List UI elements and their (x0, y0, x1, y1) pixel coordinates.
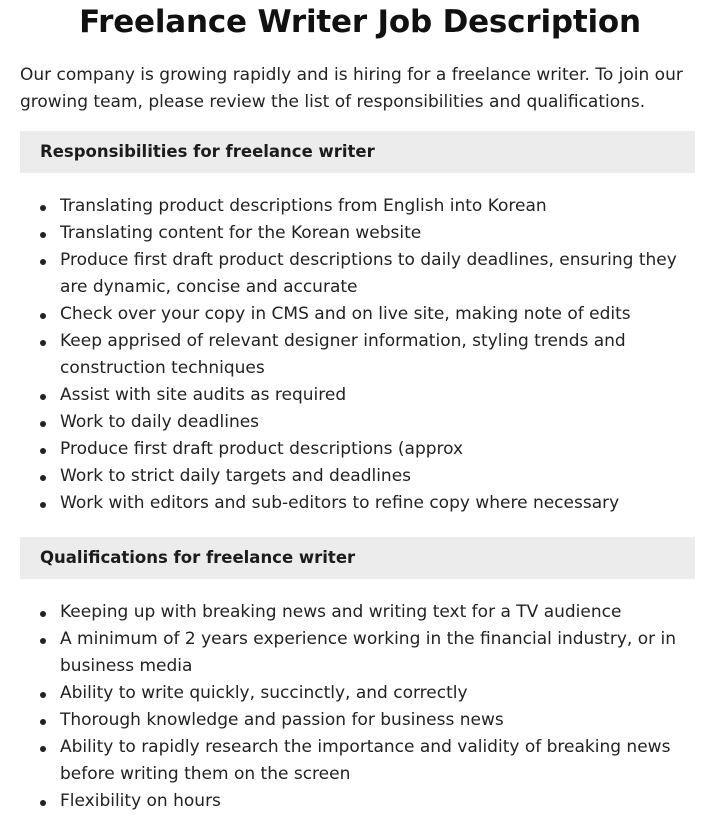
bullet-icon (40, 502, 46, 508)
list-item: Thorough knowledge and passion for business news (40, 707, 695, 734)
responsibilities-header: Responsibilities for freelance writer (20, 131, 695, 173)
bullet-icon (40, 205, 46, 211)
list-item: A minimum of 2 years experience working in the financial industry, or in business media (40, 626, 695, 680)
list-item: Assist with site audits as required (40, 382, 695, 409)
list-item: Keeping up with breaking news and writing text for a TV audience (40, 599, 695, 626)
bullet-icon (40, 800, 46, 806)
section-spacer (0, 517, 720, 522)
bullet-icon (40, 611, 46, 617)
list-item: Translating product descriptions from English into Korean (40, 193, 695, 220)
list-item: Keep apprised of relevant designer information, styling trends and construction techniques (40, 328, 695, 382)
intro-paragraph: Our company is growing rapidly and is hiring for a freelance writer. To join our growing team, please review the list of responsibilities and qualifications. (20, 65, 683, 112)
qualifications-list (0, 599, 720, 815)
list-item: Produce first draft product descriptions (approx (40, 436, 695, 463)
bullet-icon (40, 394, 46, 400)
list-item: Work to daily deadlines (40, 409, 695, 436)
list-item: Ability to write quickly, succinctly, and correctly (40, 680, 695, 707)
bullet-icon (40, 232, 46, 238)
bullet-icon (40, 259, 46, 265)
page-title: Freelance Writer Job Description (79, 4, 641, 40)
list-item: Produce first draft product descriptions to daily deadlines, ensuring they are dynamic, concise and accurate (40, 247, 695, 301)
bullet-icon (40, 313, 46, 319)
bullet-icon (40, 719, 46, 725)
bullet-icon (40, 448, 46, 454)
list-item: Check over your copy in CMS and on live site, making note of edits (40, 301, 695, 328)
list-item: Work to strict daily targets and deadlines (40, 463, 695, 490)
bullet-icon (40, 746, 46, 752)
qualifications-header: Qualifications for freelance writer (20, 537, 695, 579)
list-item: Translating content for the Korean website (40, 220, 695, 247)
bullet-icon (40, 340, 46, 346)
bullet-icon (40, 638, 46, 644)
list-item: Flexibility on hours (40, 788, 695, 815)
bullet-icon (40, 421, 46, 427)
bullet-icon (40, 475, 46, 481)
bullet-icon (40, 692, 46, 698)
responsibilities-list (0, 193, 720, 517)
list-item: Work with editors and sub-editors to refine copy where necessary (40, 490, 695, 517)
list-item: Ability to rapidly research the importance and validity of breaking news before writing them on the screen (40, 734, 695, 788)
